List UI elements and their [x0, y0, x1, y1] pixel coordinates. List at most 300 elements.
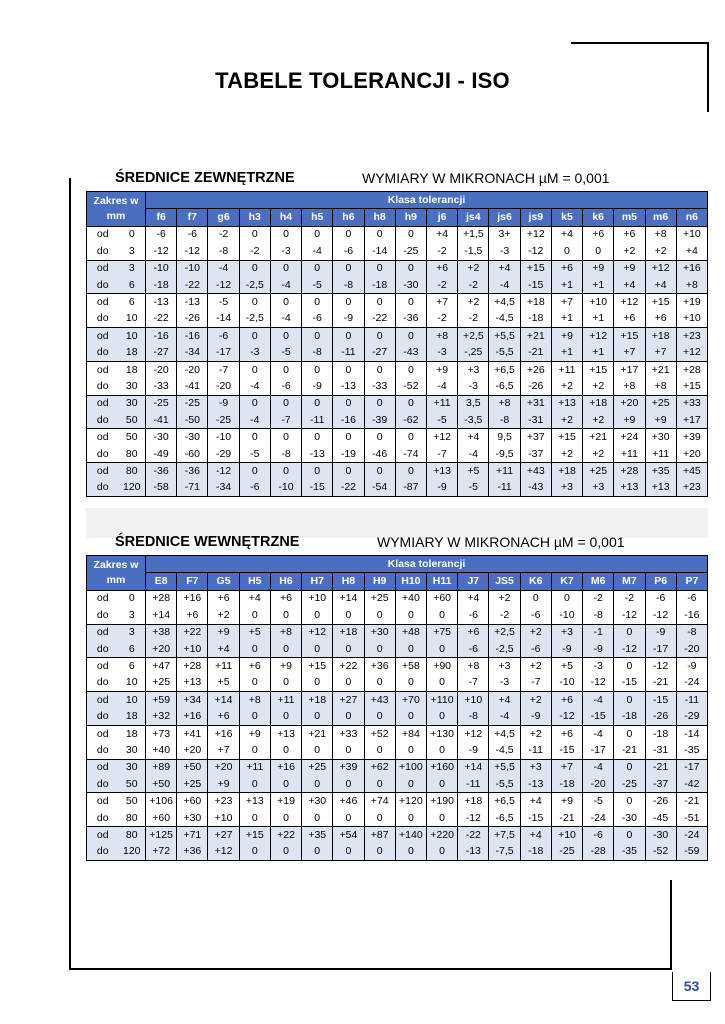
- tolerance-cell: +32: [146, 709, 177, 726]
- tolerance-cell: 0: [364, 328, 395, 345]
- tolerance-cell: 0: [395, 260, 426, 277]
- tolerance-cell: -8: [676, 624, 707, 641]
- tolerance-cell: 0: [364, 294, 395, 311]
- tolerance-cell: -9,5: [489, 446, 520, 463]
- tolerance-cell: 0: [395, 328, 426, 345]
- tolerance-cell: +7,5: [489, 827, 520, 844]
- tolerance-cell: +13: [426, 463, 457, 480]
- tolerance-cell: +60: [177, 793, 208, 810]
- tolerance-cell: +7: [426, 294, 457, 311]
- class-header-row: [87, 209, 708, 226]
- tolerance-cell: +6: [551, 260, 582, 277]
- range-value: 10: [119, 311, 146, 328]
- tolerance-cell: 0: [302, 294, 333, 311]
- tolerance-cell: +30: [645, 429, 676, 446]
- class-header: P6: [645, 573, 676, 590]
- tolerance-cell: -29: [208, 446, 239, 463]
- tolerance-cell: 0: [239, 675, 270, 692]
- tolerance-cell: -7: [458, 675, 489, 692]
- tolerance-cell: +9: [614, 412, 645, 429]
- tolerance-cell: -34: [177, 345, 208, 362]
- tolerance-cell: 0: [426, 810, 457, 827]
- tolerance-cell: +37: [520, 429, 551, 446]
- tolerance-cell: +87: [364, 827, 395, 844]
- tolerance-cell: 0: [333, 742, 364, 759]
- tolerance-cell: +4: [239, 590, 270, 607]
- tolerance-cell: -45: [645, 810, 676, 827]
- tolerance-cell: -2: [458, 311, 489, 328]
- tolerance-cell: -16: [676, 607, 707, 624]
- table-row: [87, 590, 708, 607]
- tolerance-cell: +46: [333, 793, 364, 810]
- tolerance-cell: -5: [583, 793, 614, 810]
- class-header: H8: [333, 573, 364, 590]
- table-row: [87, 378, 708, 395]
- tolerance-cell: 0: [426, 844, 457, 861]
- class-header: K6: [520, 573, 551, 590]
- tolerance-cell: 0: [270, 641, 301, 658]
- tolerance-cell: +15: [645, 294, 676, 311]
- tolerance-cell: +35: [645, 463, 676, 480]
- range-value: 0: [119, 226, 146, 243]
- table-row: [87, 742, 708, 759]
- tolerance-cell: +1: [583, 311, 614, 328]
- range-value: 50: [119, 412, 146, 429]
- tolerance-cell: 0: [395, 675, 426, 692]
- tolerance-cell: +23: [676, 328, 707, 345]
- tolerance-cell: 0: [614, 725, 645, 742]
- tolerance-cell: 0: [333, 463, 364, 480]
- tolerance-cell: -6: [270, 378, 301, 395]
- tolerance-cell: +50: [146, 776, 177, 793]
- tolerance-cell: -2: [239, 243, 270, 260]
- tolerance-cell: -18: [551, 776, 582, 793]
- tolerance-cell: -29: [676, 709, 707, 726]
- tolerance-cell: -21: [645, 759, 676, 776]
- frame-line-right: [670, 880, 672, 970]
- tolerance-cell: +18: [520, 294, 551, 311]
- tolerance-cell: -52: [395, 378, 426, 395]
- tolerance-cell: -24: [676, 675, 707, 692]
- tolerance-cell: 0: [333, 226, 364, 243]
- tolerance-cell: +30: [177, 810, 208, 827]
- tolerance-cell: -20: [676, 641, 707, 658]
- tolerance-cell: -25: [395, 243, 426, 260]
- tolerance-cell: +70: [395, 692, 426, 709]
- tolerance-cell: +9: [583, 260, 614, 277]
- tolerance-cell: +9: [614, 260, 645, 277]
- tolerance-cell: +43: [364, 692, 395, 709]
- tolerance-cell: -30: [645, 827, 676, 844]
- tolerance-cell: 0: [614, 759, 645, 776]
- tolerance-cell: +25: [302, 759, 333, 776]
- tolerance-cell: 0: [270, 607, 301, 624]
- table-row: [87, 658, 708, 675]
- tolerance-cell: -33: [364, 378, 395, 395]
- tolerance-cell: 0: [302, 395, 333, 412]
- range-label: do: [87, 742, 119, 759]
- tolerance-cell: -12: [614, 641, 645, 658]
- tolerance-cell: +1: [583, 345, 614, 362]
- tolerance-cell: +22: [177, 624, 208, 641]
- table-body: [87, 590, 708, 860]
- tolerance-cell: 0: [333, 328, 364, 345]
- range-label: od: [87, 361, 119, 378]
- tolerance-cell: 0: [270, 429, 301, 446]
- tolerance-cell: +11: [489, 463, 520, 480]
- tolerance-cell: 0: [302, 742, 333, 759]
- tolerance-cell: -21: [520, 345, 551, 362]
- tolerance-cell: -51: [676, 810, 707, 827]
- tolerance-cell: +20: [146, 641, 177, 658]
- table-row: [87, 675, 708, 692]
- tolerance-cell: +47: [146, 658, 177, 675]
- tolerance-cell: -15: [520, 810, 551, 827]
- tolerance-cell: +75: [426, 624, 457, 641]
- tolerance-cell: +100: [395, 759, 426, 776]
- tolerance-cell: -10: [177, 260, 208, 277]
- tolerance-cell: 0: [426, 641, 457, 658]
- tolerance-cell: 0: [270, 742, 301, 759]
- tolerance-cell: +58: [395, 658, 426, 675]
- range-value: 50: [119, 793, 146, 810]
- tolerance-cell: +6: [426, 260, 457, 277]
- tolerance-cell: 0: [302, 429, 333, 446]
- tolerance-cell: -22: [177, 277, 208, 294]
- tolerance-cell: 0: [614, 692, 645, 709]
- tolerance-cell: -28: [583, 844, 614, 861]
- tolerance-cell: -14: [364, 243, 395, 260]
- tolerance-cell: +8: [239, 692, 270, 709]
- tolerance-cell: +40: [395, 590, 426, 607]
- range-label: do: [87, 378, 119, 395]
- tolerance-cell: 0: [302, 776, 333, 793]
- tolerance-cell: 0: [364, 607, 395, 624]
- tolerance-cell: 0: [333, 675, 364, 692]
- tolerance-cell: 0: [364, 429, 395, 446]
- tolerance-cell: -26: [177, 311, 208, 328]
- tolerance-cell: +14: [333, 590, 364, 607]
- tolerance-cell: +11: [614, 446, 645, 463]
- tolerance-cell: -13: [177, 294, 208, 311]
- tolerance-cell: +7: [208, 742, 239, 759]
- tolerance-cell: 0: [426, 742, 457, 759]
- class-header: g6: [208, 209, 239, 226]
- tolerance-cell: +13: [614, 480, 645, 497]
- tolerance-cell: +2: [458, 294, 489, 311]
- tolerance-cell: +9: [551, 328, 582, 345]
- tolerance-cell: +6,5: [489, 361, 520, 378]
- tolerance-cell: 0: [364, 226, 395, 243]
- tolerance-cell: 0: [614, 624, 645, 641]
- class-header: js6: [489, 209, 520, 226]
- tolerance-cell: +2: [489, 590, 520, 607]
- tolerance-cell: +9: [208, 624, 239, 641]
- tolerance-cell: -9: [208, 395, 239, 412]
- tolerance-cell: -35: [676, 742, 707, 759]
- tolerance-cell: -6: [333, 243, 364, 260]
- tolerance-cell: -26: [645, 793, 676, 810]
- tolerance-cell: +19: [270, 793, 301, 810]
- tolerance-cell: 0: [302, 844, 333, 861]
- tolerance-cell: +90: [426, 658, 457, 675]
- tolerance-cell: +6: [208, 590, 239, 607]
- tolerance-cell: 0: [333, 361, 364, 378]
- tolerance-cell: 0: [364, 675, 395, 692]
- tolerance-cell: -5: [208, 294, 239, 311]
- tolerance-cell: +12: [520, 226, 551, 243]
- table-row: [87, 641, 708, 658]
- tolerance-cell: +73: [146, 725, 177, 742]
- external-section-title: ŚREDNICE ZEWNĘTRZNE: [115, 170, 295, 186]
- tolerance-cell: +6: [208, 709, 239, 726]
- tolerance-cell: -11: [676, 692, 707, 709]
- tolerance-cell: 0: [364, 844, 395, 861]
- tolerance-cell: 0: [302, 463, 333, 480]
- tolerance-cell: -9: [520, 709, 551, 726]
- class-header-row: [87, 573, 708, 590]
- tolerance-cell: -25: [208, 412, 239, 429]
- tolerance-cell: +130: [426, 725, 457, 742]
- tolerance-cell: -8: [302, 345, 333, 362]
- table-row: [87, 277, 708, 294]
- page-title: TABELE TOLERANCJI - ISO: [215, 68, 510, 93]
- tolerance-cell: -41: [146, 412, 177, 429]
- tolerance-cell: +20: [177, 742, 208, 759]
- tolerance-cell: -5: [239, 446, 270, 463]
- tolerance-cell: +21: [302, 725, 333, 742]
- tolerance-cell: +21: [645, 361, 676, 378]
- tolerance-cell: -18: [614, 709, 645, 726]
- tolerance-cell: 0: [239, 294, 270, 311]
- class-header: h4: [270, 209, 301, 226]
- tolerance-cell: 0: [395, 742, 426, 759]
- tolerance-cell: -41: [177, 378, 208, 395]
- tolerance-cell: -16: [146, 328, 177, 345]
- tolerance-cell: +18: [458, 793, 489, 810]
- tolerance-cell: +16: [208, 725, 239, 742]
- class-header: h9: [395, 209, 426, 226]
- tolerance-cell: +6: [551, 692, 582, 709]
- tolerance-cell: -6: [302, 311, 333, 328]
- tolerance-cell: 0: [551, 590, 582, 607]
- tolerance-cell: +3: [489, 658, 520, 675]
- tolerance-cell: -30: [146, 429, 177, 446]
- tolerance-cell: -12: [645, 607, 676, 624]
- table-row: [87, 311, 708, 328]
- tolerance-cell: -6: [239, 480, 270, 497]
- tolerance-cell: +7: [645, 345, 676, 362]
- tolerance-cell: 0: [302, 361, 333, 378]
- tolerance-cell: -26: [645, 709, 676, 726]
- range-label: do: [87, 844, 119, 861]
- tolerance-cell: +17: [614, 361, 645, 378]
- tolerance-cell: 0: [395, 361, 426, 378]
- tolerance-cell: -12: [645, 658, 676, 675]
- tolerance-cell: -2: [583, 590, 614, 607]
- tolerance-cell: -18: [645, 725, 676, 742]
- tolerance-cell: -26: [520, 378, 551, 395]
- tolerance-cell: -7: [426, 446, 457, 463]
- tolerance-cell: -22: [364, 311, 395, 328]
- tolerance-cell: +22: [270, 827, 301, 844]
- class-header: JS5: [489, 573, 520, 590]
- tolerance-cell: -6: [520, 607, 551, 624]
- tolerance-cell: 0: [395, 844, 426, 861]
- tolerance-cell: +12: [645, 260, 676, 277]
- tolerance-cell: +6: [583, 226, 614, 243]
- tolerance-cell: -34: [208, 480, 239, 497]
- tolerance-cell: 0: [364, 709, 395, 726]
- tolerance-cell: -6: [583, 827, 614, 844]
- tolerance-cell: -15: [551, 742, 582, 759]
- class-header: js4: [458, 209, 489, 226]
- tolerance-cell: +4: [489, 260, 520, 277]
- tolerance-cell: -5: [426, 412, 457, 429]
- tolerance-cell: -7: [520, 675, 551, 692]
- tolerance-cell: -4: [489, 277, 520, 294]
- tolerance-cell: 0: [239, 395, 270, 412]
- table-row: [87, 294, 708, 311]
- range-label: do: [87, 776, 119, 793]
- tolerance-cell: -17: [583, 742, 614, 759]
- tolerance-cell: +72: [146, 844, 177, 861]
- tolerance-cell: +26: [520, 361, 551, 378]
- tolerance-cell: 0: [333, 844, 364, 861]
- tolerance-cell: 0: [395, 709, 426, 726]
- tolerance-cell: +220: [426, 827, 457, 844]
- range-label: do: [87, 810, 119, 827]
- range-value: 6: [119, 658, 146, 675]
- class-header: H7: [302, 573, 333, 590]
- tolerance-cell: +15: [520, 260, 551, 277]
- tolerance-cell: -6: [520, 641, 551, 658]
- tolerance-cell: 0: [364, 776, 395, 793]
- tolerance-cell: +21: [520, 328, 551, 345]
- tolerance-cell: +6: [458, 624, 489, 641]
- tolerance-cell: +41: [177, 725, 208, 742]
- tolerance-cell: -24: [583, 810, 614, 827]
- tolerance-cell: -30: [614, 810, 645, 827]
- tolerance-cell: -2: [614, 590, 645, 607]
- tolerance-cell: +15: [614, 328, 645, 345]
- tolerance-cell: -22: [333, 480, 364, 497]
- tolerance-cell: -15: [645, 692, 676, 709]
- tolerance-cell: -12: [551, 709, 582, 726]
- table-row: [87, 328, 708, 345]
- tolerance-cell: +13: [270, 725, 301, 742]
- tolerance-cell: +38: [146, 624, 177, 641]
- tolerance-cell: +4: [645, 277, 676, 294]
- tolerance-cell: -2: [458, 277, 489, 294]
- tolerance-cell: -4: [458, 446, 489, 463]
- tolerance-cell: 0: [302, 641, 333, 658]
- tolerance-cell: +14: [146, 607, 177, 624]
- tolerance-cell: -60: [177, 446, 208, 463]
- tolerance-cell: +48: [395, 624, 426, 641]
- tolerance-cell: 0: [333, 776, 364, 793]
- range-label: do: [87, 446, 119, 463]
- tolerance-cell: -5,5: [489, 345, 520, 362]
- tolerance-cell: -19: [333, 446, 364, 463]
- tolerance-cell: -9: [645, 624, 676, 641]
- tolerance-cell: 0: [333, 260, 364, 277]
- tolerance-cell: -31: [645, 742, 676, 759]
- tolerance-cell: 0: [364, 742, 395, 759]
- tolerance-cell: -37: [520, 446, 551, 463]
- range-value: 10: [119, 675, 146, 692]
- range-value: 6: [119, 294, 146, 311]
- tolerance-cell: +18: [302, 692, 333, 709]
- tolerance-cell: 0: [426, 709, 457, 726]
- range-value: 18: [119, 709, 146, 726]
- tolerance-cell: 0: [395, 776, 426, 793]
- tolerance-cell: -2: [426, 243, 457, 260]
- tolerance-cell: -3: [583, 658, 614, 675]
- tolerance-cell: +5: [208, 675, 239, 692]
- tolerance-cell: 0: [364, 463, 395, 480]
- range-value: 18: [119, 725, 146, 742]
- tolerance-cell: -36: [395, 311, 426, 328]
- tolerance-cell: +52: [364, 725, 395, 742]
- tolerance-cell: -13: [520, 776, 551, 793]
- tolerance-cell: 0: [302, 226, 333, 243]
- tolerance-cell: +1,5: [458, 226, 489, 243]
- tolerance-cell: -4: [583, 692, 614, 709]
- tolerance-cell: +18: [645, 328, 676, 345]
- tolerance-cell: +2: [520, 725, 551, 742]
- tolerance-cell: -25: [146, 395, 177, 412]
- tolerance-cell: +18: [333, 624, 364, 641]
- tolerance-cell: 0: [270, 776, 301, 793]
- tolerance-cell: -8: [333, 277, 364, 294]
- tolerance-cell: -21: [676, 793, 707, 810]
- tolerance-cell: 0: [583, 243, 614, 260]
- range-value: 3: [119, 624, 146, 641]
- tolerance-cell: +11: [270, 692, 301, 709]
- tolerance-cell: +24: [614, 429, 645, 446]
- tolerance-cell: +4: [520, 793, 551, 810]
- tolerance-cell: -13: [458, 844, 489, 861]
- tolerance-cell: +2: [520, 624, 551, 641]
- tolerance-cell: -7,5: [489, 844, 520, 861]
- tolerance-cell: 0: [239, 607, 270, 624]
- tolerance-cell: -49: [146, 446, 177, 463]
- tolerance-cell: -12: [177, 243, 208, 260]
- tolerance-cell: -54: [364, 480, 395, 497]
- table-row: [87, 692, 708, 709]
- tolerance-cell: +3: [583, 480, 614, 497]
- tolerance-cell: 0: [520, 590, 551, 607]
- tolerance-cell: +10: [208, 810, 239, 827]
- tolerance-cell: 0: [333, 641, 364, 658]
- tolerance-cell: 0: [364, 395, 395, 412]
- tolerance-cell: +10: [676, 226, 707, 243]
- tolerance-cell: -5: [458, 480, 489, 497]
- tolerance-cell: -9: [676, 658, 707, 675]
- tolerance-cell: -3: [239, 345, 270, 362]
- class-header: E8: [146, 573, 177, 590]
- tolerance-cell: +9: [551, 793, 582, 810]
- class-header: h3: [239, 209, 270, 226]
- tolerance-cell: +39: [676, 429, 707, 446]
- tolerance-cell: -30: [395, 277, 426, 294]
- tolerance-cell: +2: [583, 412, 614, 429]
- tolerance-cell: -27: [364, 345, 395, 362]
- tolerance-cell: +43: [520, 463, 551, 480]
- tolerance-cell: +15: [551, 429, 582, 446]
- tolerance-cell: -17: [208, 345, 239, 362]
